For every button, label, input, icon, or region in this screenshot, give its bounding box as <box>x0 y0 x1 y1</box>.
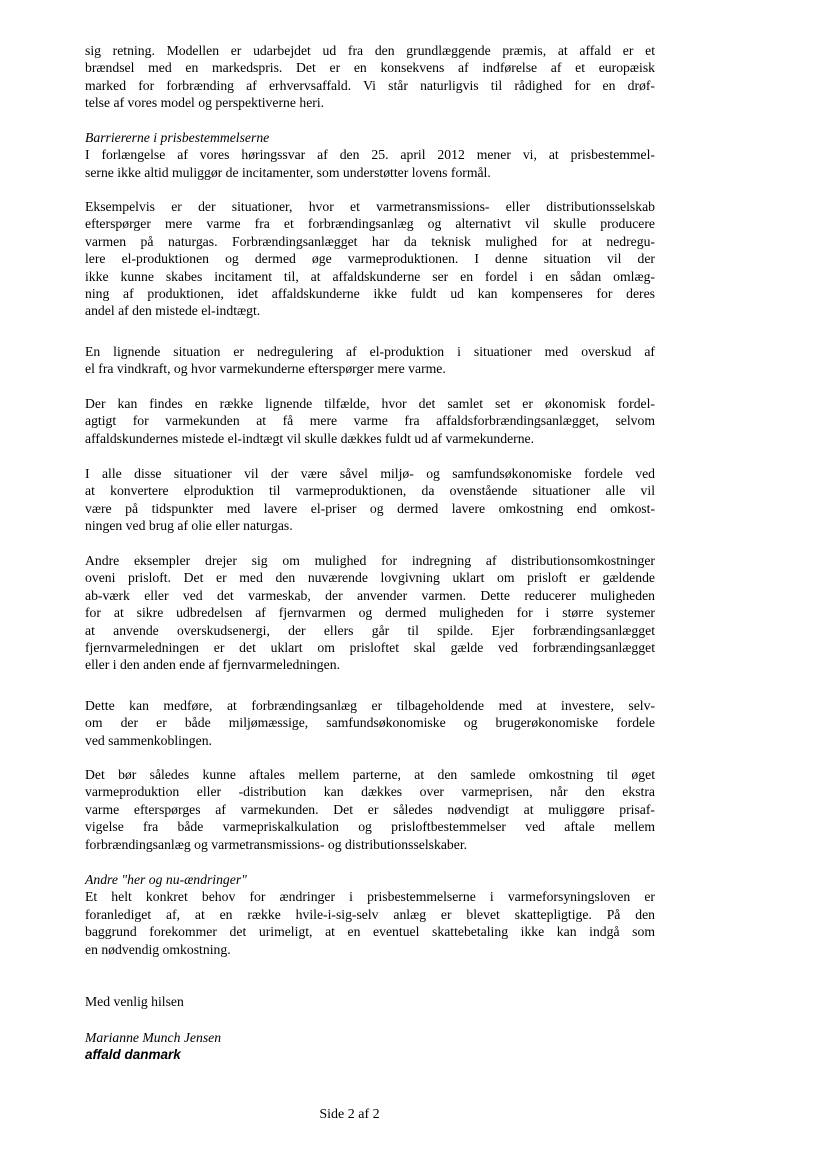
text-line: varmen på naturgas. Forbrændingsanlægget har da teknisk mulighed for at nedregu- <box>85 233 655 249</box>
text-line: foranlediget af, at en række hvile-i-sig-selv anlæg er blevet skattepligtige. På den <box>85 906 655 922</box>
text-line: at anvende overskudsenergi, der ellers går til spilde. Ejer forbrændingsanlægget <box>85 622 655 638</box>
text-line: om der er både miljømæssige, samfundsøkonomiske og brugerøkonomiske fordele <box>85 715 655 731</box>
text-line: brændsel med en markedspris. Det er en konsekvens af indførelse af et europæisk <box>85 60 655 76</box>
text-line: forbrændingsanlæg og varmetransmissions- og distributionsselskaber. <box>85 836 468 852</box>
paragraph-agreement <box>85 766 655 853</box>
text-line: vigelse fra både varmepriskalkulation og prisloftbestemmelser ved aftale mellem <box>85 819 655 835</box>
text-line: Eksempelvis er der situationer, hvor et varmetransmissions- eller distributionsselskab <box>85 199 655 214</box>
text-line: el fra vindkraft, og hvor varmekunderne efterspørger mere varme. <box>85 361 446 377</box>
section-here-and-now-changes <box>85 871 655 958</box>
section-price-barriers <box>85 129 655 181</box>
paragraph-distribution-costs <box>85 552 655 674</box>
text-line: baggrund forekommer det urimeligt, at en eventuel skattebetaling ikke kan indgå som <box>85 924 655 940</box>
signature-name: Marianne Munch Jensen <box>85 1030 222 1045</box>
text-line: ab-værk eller ved det varmeskab, der anvender varmen. Dette reducerer muligheden <box>85 587 655 603</box>
text-line: Andre eksempler drejer sig om mulighed for indregning af distributionsomkostninger <box>85 553 655 568</box>
text-line: oveni prisloft. Det er med den nuværende lovgivning uklart om prisloft er gældende <box>85 570 655 586</box>
text-line: I alle disse situationer vil der være såvel miljø- og samfundsøkonomiske fordele ved <box>85 466 655 481</box>
text-line: sig retning. Modellen er udarbejdet ud fra den grundlæggende præmis, at affald er et <box>85 43 655 58</box>
text-line: at konvertere elproduktion til varmeproduktionen, da ovenstående situationer alle vil <box>85 483 655 499</box>
text-line: Det bør således kunne aftales mellem parterne, at den samlede omkostning til øget <box>85 767 655 782</box>
text-line: fjernvarmeledningen er det uklart om prisloftet skal gælde ved forbrændingsanlægget <box>85 640 655 656</box>
text-line: I forlængelse af vores høringssvar af den 25. april 2012 mener vi, at prisbestemmel- <box>85 147 655 163</box>
paragraph-investment-reluctance <box>85 697 655 749</box>
text-line: serne ikke altid muliggør de incitamenter, som understøtter lovens formål. <box>85 164 491 180</box>
paragraph-similar-cases <box>85 395 655 447</box>
text-line: En lignende situation er nedregulering af el-produktion i situationer med overskud af <box>85 344 655 359</box>
text-line: Der kan findes en række lignende tilfælde, hvor det samlet set er økonomisk fordel- <box>85 396 655 411</box>
text-line: for at sikre udbredelsen af fjernvarmen og dermed muligheden for i større systemer <box>85 605 655 621</box>
paragraph-benefits <box>85 465 655 535</box>
text-line: lere el-produktionen og dermed øge varmeproduktionen. I denne situation vil der <box>85 251 655 267</box>
text-line: eller i den anden ende af fjernvarmeledningen. <box>85 657 340 673</box>
closing-greeting <box>85 993 655 1010</box>
section-heading: Andre "her og nu-ændringer" <box>85 872 247 887</box>
text-line: affaldskundernes mistede el-indtægt vil skulle dækkes fuldt ud af varmekunderne. <box>85 430 535 446</box>
signature-block <box>85 1029 655 1064</box>
text-line: andel af den mistede el-indtægt. <box>85 303 261 319</box>
text-line: ikke kunne skabes incitament til, at affaldskunderne ser en fordel i en sådan omlæg- <box>85 268 655 284</box>
text-line: efterspørger mere varme fra et forbrændingsanlæg og alternativt vil skulle producere <box>85 216 655 232</box>
text-line: ning af produktionen, idet affaldskunderne ikke fuldt ud kan kompenseres for deres <box>85 286 655 302</box>
text-line: telse af vores model og perspektiverne heri. <box>85 95 325 111</box>
text-line: Et helt konkret behov for ændringer i prisbestemmelserne i varmeforsyningsloven er <box>85 889 655 905</box>
paragraph-model-intro <box>85 42 655 112</box>
text-line: varme efterspørges af varmekunden. Det er således nødvendigt at muliggøre prisaf- <box>85 801 655 817</box>
signature-organization: affald danmark <box>85 1047 181 1063</box>
text-line: være på tidspunkter med lavere el-priser og dermed lavere omkostning end omkost- <box>85 500 655 516</box>
page-number: Side 2 af 2 <box>319 1107 380 1122</box>
paragraph-wind-power <box>85 343 655 378</box>
text-line: agtigt for varmekunden at få mere varme fra affaldsforbrændingsanlægget, selvom <box>85 413 655 429</box>
text-line: ningen ved brug af olie eller naturgas. <box>85 518 293 534</box>
text-line: Dette kan medføre, at forbrændingsanlæg er tilbageholdende med at investere, selv- <box>85 698 655 713</box>
paragraph-example-heat-demand <box>85 198 655 320</box>
text-line: varmeproduktion eller -distribution kan dækkes over varmeprisen, når den ekstra <box>85 784 655 800</box>
page-footer <box>0 1107 827 1123</box>
text-line: marked for forbrænding af erhvervsaffald. Vi står naturligvis til rådighed for en drøf- <box>85 77 655 93</box>
section-heading: Barriererne i prisbestemmelserne <box>85 130 270 145</box>
text-line: en nødvendig omkostning. <box>85 941 231 957</box>
closing-text: Med venlig hilsen <box>85 994 184 1009</box>
text-line: ved sammenkoblingen. <box>85 732 212 748</box>
